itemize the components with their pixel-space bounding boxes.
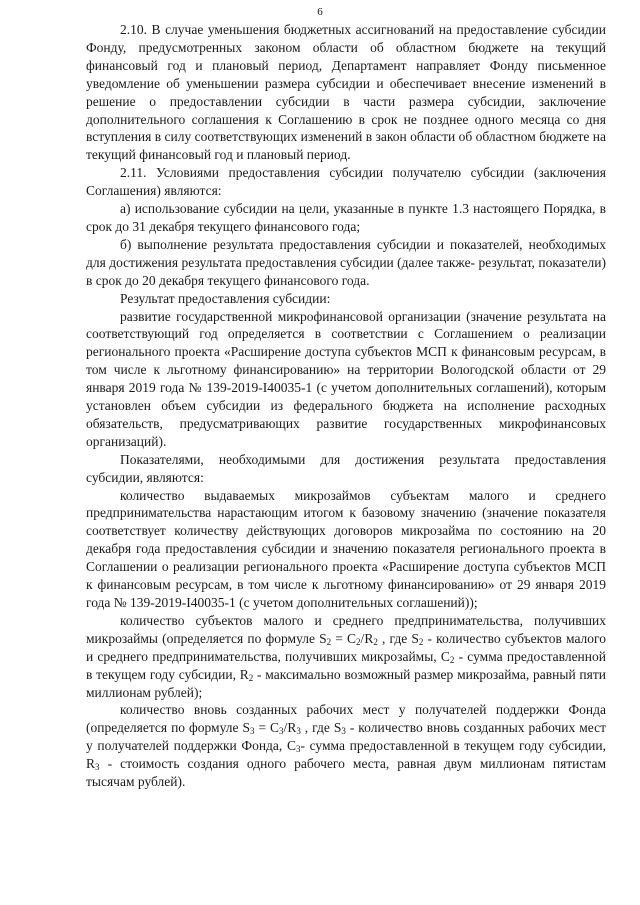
indicator-jobs-formula: количество вновь созданных рабочих мест у получателей поддержки Фонда (определяется по формуле $S_3 = C_3/R_3$ , где $S_3$ - количество вновь созданных рабочих мест у получателей поддержки Фонда, $C_3-$ сумма предоставленной в текущем году субсидии, $R_3$ - стоимость создания одного рабочего места, равная двум миллионам пятистам тысячам рублей). <box>86 702 606 790</box>
result-heading: Результат предоставления субсидии: <box>120 290 331 306</box>
document-body <box>86 21 606 791</box>
condition-b: б) выполнение результата предоставления субсидии и показателей, необходимых для достижения результата предоставления субсидии (далее также- результат, показатели) в срок до 20 декабря текущего финансового года. <box>86 236 606 288</box>
page-number: 6 <box>317 6 323 18</box>
result-description: развитие государственной микрофинансовой организации (значение результата на соответствующий год определяется в соответствии с Соглашением о реализации регионального проекта «Расширение доступа субъектов МСП к финансовым ресурсам, в том числе к льготному финансированию» на территории Вологодской области от 29 января 2019 года № 139-2019-I40035-1 (с учетом дополнительных соглашений), которым установлен объем субсидии из федерального бюджета на исполнение расходных обязательств, предусматривающих развитие государственных микрофинансовых организаций). <box>86 308 606 449</box>
paragraph-2-10: 2.10. В случае уменьшения бюджетных ассигнований на предоставление субсидии Фонду, предусмотренных законом области об областном бюджете на текущий финансовый год и плановый период, Департамент направляет Фонду письменное уведомление об уменьшении размера субсидии и обеспечивает внесение изменений в решение о предоставлении субсидии в части размера субсидии, заключение дополнительного соглашения к Соглашению в срок не позднее одного месяца со дня вступления в силу соответствующих изменений в закон области об областном бюджете на текущий финансовый год и плановый период. <box>86 22 606 163</box>
paragraph-2-11: 2.11. Условиями предоставления субсидии получателю субсидии (заключения Соглашения) являются: <box>86 165 606 199</box>
condition-a: а) использование субсидии на цели, указанные в пункте 1.3 настоящего Порядка, в срок до 31 декабря текущего финансового года; <box>86 201 606 234</box>
indicators-heading: Показателями, необходимыми для достижения результата предоставления субсидии, являются: <box>86 451 606 485</box>
indicator-subjects-formula: количество субъектов малого и среднего предпринимательства, получивших микрозаймы (определяется по формуле $S_2 = C_2/R_2$ , где $S_2$ - количество субъектов малого и среднего предпринимательства, получивших микрозаймы, $C_2$ - сумма предоставленной в текущем году субсидии, $R_2$ - максимально возможный размер микрозайма, равный пяти миллионам рублей); <box>86 612 606 700</box>
indicator-microloans-count: количество выдаваемых микрозаймов субъектам малого и среднего предпринимательства нарастающим итогом к базовому значению (значение показателя соответствует количеству действующих договоров микрозайма по состоянию на 20 декабря года предоставления субсидии и значению показателя регионального проекта в Соглашении о реализации регионального проекта «Расширение доступа субъектов МСП к финансовым ресурсам, в том числе к льготному финансированию» от 29 января 2019 года № 139-2019-I40035-1 (с учетом дополнительных соглашений)); <box>86 487 606 610</box>
